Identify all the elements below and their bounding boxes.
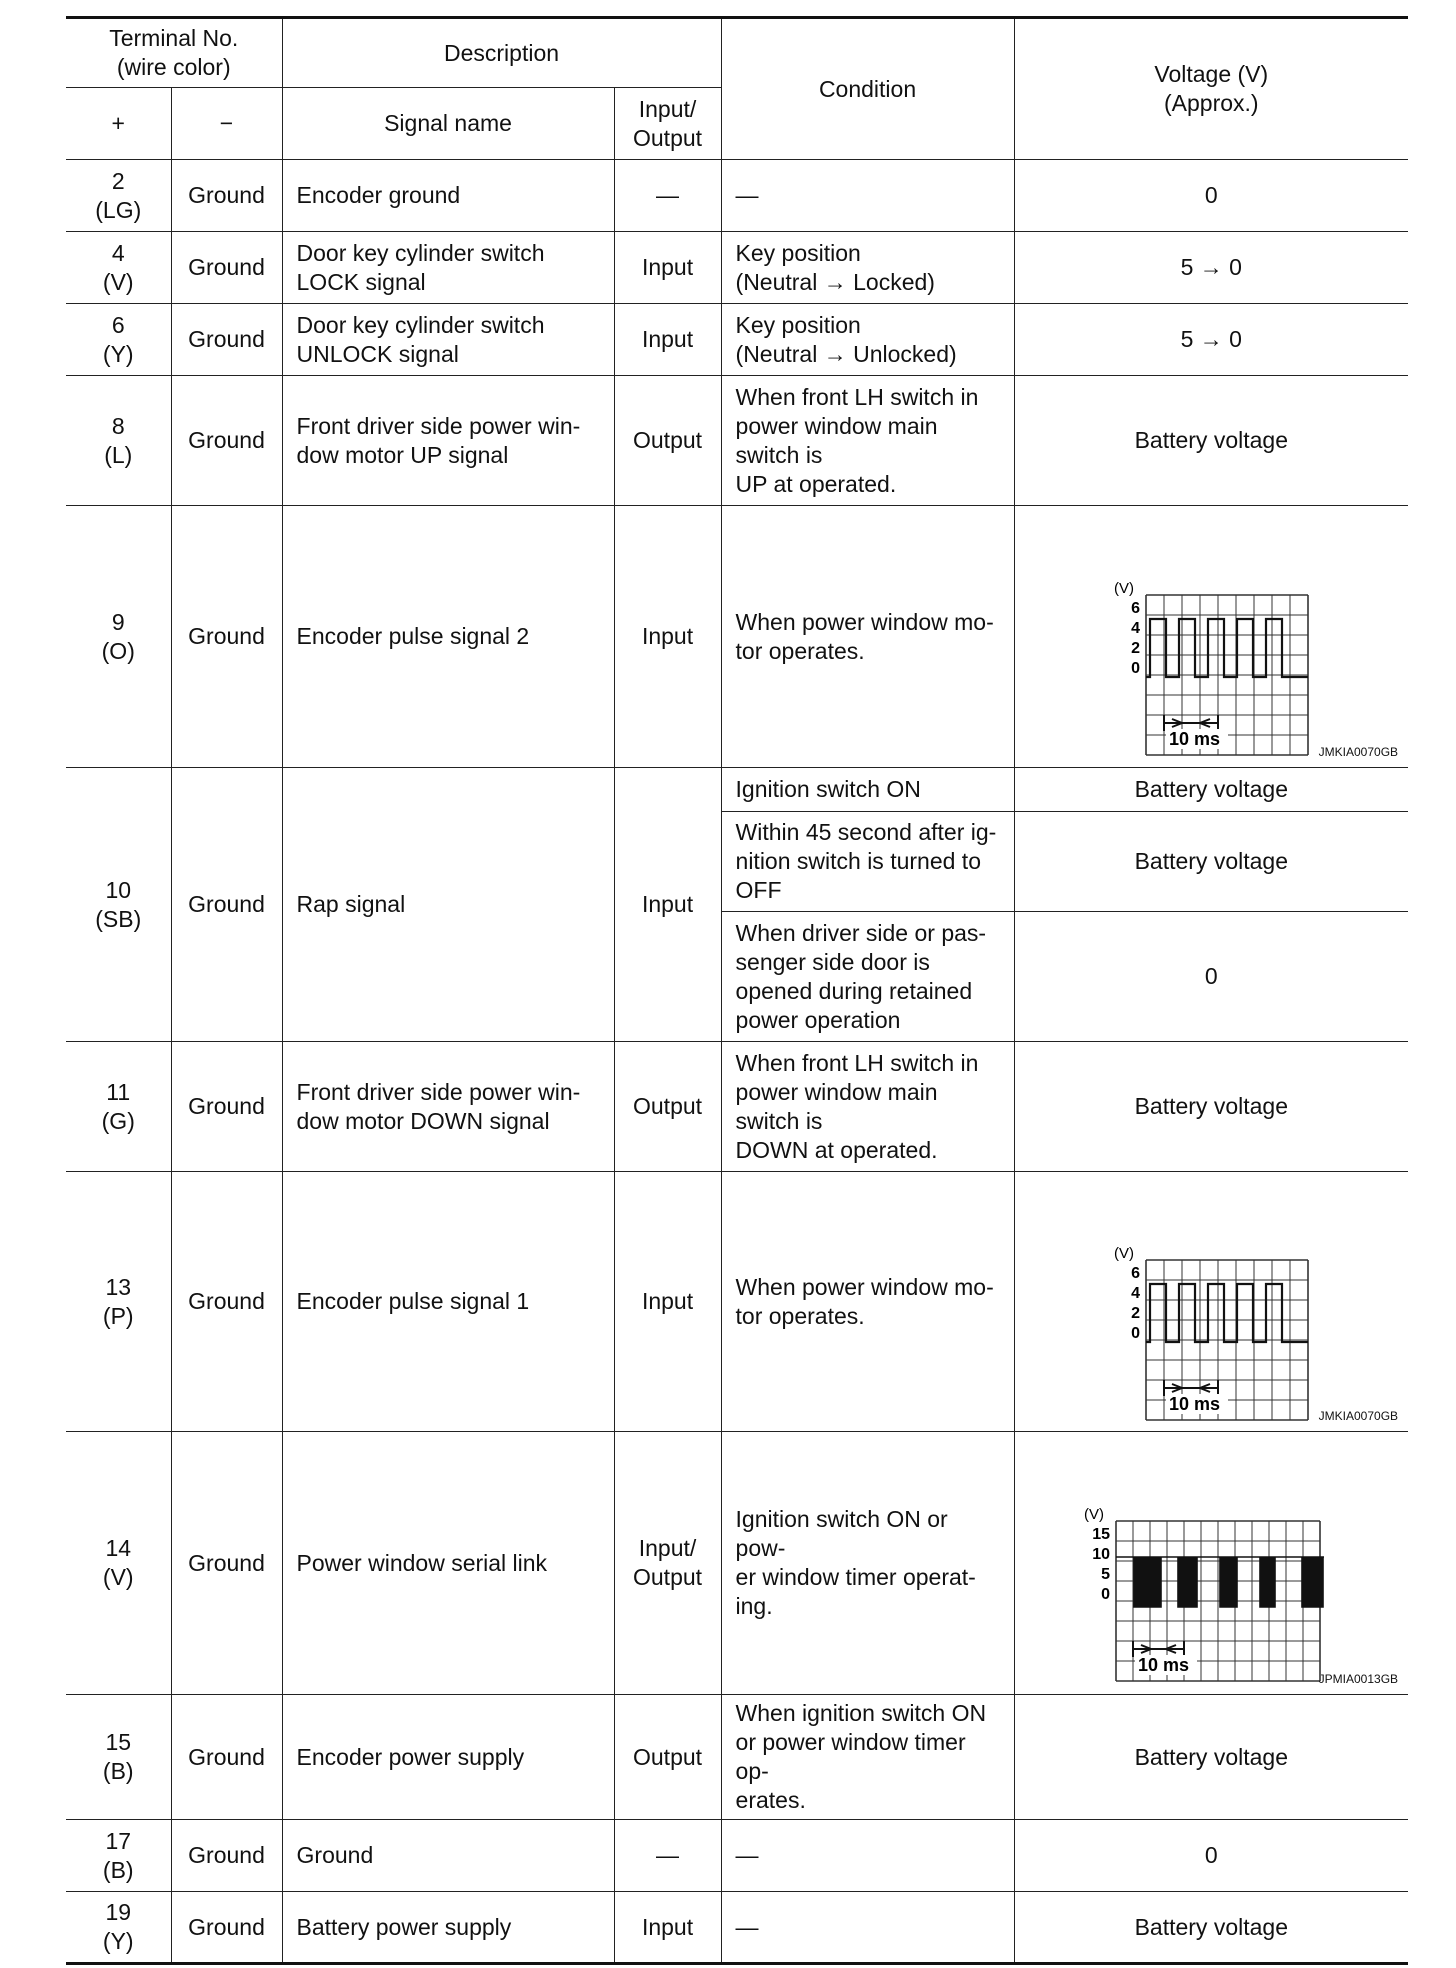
io-cell-text: Output — [633, 427, 703, 453]
voltage-cell — [1014, 812, 1408, 912]
ground-cell — [171, 232, 282, 304]
y-tick-label: 2 — [1131, 1304, 1141, 1322]
terminal-cell — [66, 376, 171, 506]
condition-cell — [721, 1172, 1014, 1432]
figure-code: JPMIA0013GB — [1318, 1672, 1399, 1686]
terminal-spec-table — [66, 16, 1408, 1965]
ground-cell — [171, 768, 282, 1042]
io-cell-text: Input — [641, 891, 694, 917]
signal-name-cell-text: Door key cylinder switch UNLOCK signal — [296, 311, 545, 367]
terminal-cell-text: 13 (P) — [102, 1273, 134, 1329]
voltage-cell-text: Battery voltage — [1134, 848, 1288, 874]
table-row — [66, 232, 1408, 304]
waveform-chart — [1061, 537, 1361, 749]
condition-cell-text: Key position (Neutral → Unlocked) — [735, 311, 957, 367]
header-terminal: Terminal No. (wire color) — [66, 18, 282, 88]
signal-name-cell — [282, 1820, 614, 1892]
voltage-cell-text: 0 — [1204, 963, 1218, 989]
signal-name-cell-text: Encoder power supply — [296, 1743, 525, 1770]
condition-cell — [721, 160, 1014, 232]
waveform-chart — [1061, 1463, 1361, 1675]
signal-name-cell — [282, 376, 614, 506]
condition-cell-text: — — [735, 1842, 759, 1868]
ground-cell — [171, 1820, 282, 1892]
terminal-cell — [66, 160, 171, 232]
header-voltage: Voltage (V) (Approx.) — [1014, 18, 1408, 160]
voltage-cell — [1014, 304, 1408, 376]
signal-name-cell-text: Encoder pulse signal 1 — [296, 1288, 530, 1314]
voltage-cell — [1014, 376, 1408, 506]
voltage-cell-text: Battery voltage — [1134, 1913, 1288, 1940]
io-cell-text: Input — [641, 326, 694, 352]
ground-cell-text: Ground — [188, 891, 265, 917]
condition-cell — [721, 376, 1014, 506]
waveform — [1021, 1463, 1403, 1675]
table-row — [66, 304, 1408, 376]
condition-cell — [721, 1042, 1014, 1172]
signal-name-cell-text: Power window serial link — [296, 1549, 548, 1576]
condition-cell-text: Within 45 second after ig- nition switch is turned to OFF — [735, 819, 997, 903]
terminal-cell-text: 2 (LG) — [95, 167, 142, 223]
time-scale-label: 10 ms — [1169, 1393, 1221, 1414]
io-cell — [614, 1820, 721, 1892]
io-cell — [614, 304, 721, 376]
io-cell — [614, 160, 721, 232]
header-signal-name: Signal name — [282, 88, 614, 160]
voltage-cell-text: 5 → 0 — [1180, 254, 1242, 280]
ground-cell-text: Ground — [188, 182, 265, 208]
io-cell-text: Output — [633, 1093, 703, 1119]
voltage-cell-text: Battery voltage — [1134, 1743, 1288, 1770]
time-scale-label: 10 ms — [1138, 1655, 1190, 1675]
condition-cell — [721, 1892, 1014, 1964]
condition-cell — [721, 232, 1014, 304]
terminal-cell-text: 17 (B) — [102, 1827, 134, 1883]
signal-name-cell-text: Encoder ground — [296, 182, 461, 208]
voltage-cell — [1014, 912, 1408, 1042]
ground-cell-text: Ground — [188, 254, 265, 280]
condition-cell-text: — — [735, 182, 759, 208]
io-cell-text: Output — [633, 1743, 703, 1770]
ground-cell — [171, 376, 282, 506]
y-unit-label: (V) — [1114, 579, 1135, 597]
figure-code: JMKIA0070GB — [1318, 745, 1399, 759]
voltage-cell-text: 5 → 0 — [1180, 326, 1242, 352]
signal-name-cell-text: Door key cylinder switch LOCK signal — [296, 239, 545, 295]
voltage-cell — [1014, 1892, 1408, 1964]
signal-trace — [1146, 619, 1308, 677]
y-tick-label: 4 — [1131, 619, 1141, 637]
terminal-cell — [66, 1695, 171, 1820]
condition-cell — [721, 304, 1014, 376]
voltage-cell-text: 0 — [1204, 182, 1218, 208]
condition-cell-text: When front LH switch in power window main switch is DOWN at operated. — [735, 1049, 979, 1163]
ground-cell — [171, 1172, 282, 1432]
io-cell — [614, 232, 721, 304]
time-scale-label: 10 ms — [1169, 728, 1221, 749]
signal-name-cell — [282, 160, 614, 232]
header-plus: + — [66, 88, 171, 160]
y-tick-label: 0 — [1131, 1324, 1141, 1342]
terminal-cell — [66, 232, 171, 304]
condition-cell — [721, 506, 1014, 768]
ground-cell-text: Ground — [188, 1913, 265, 1940]
terminal-cell-text: 19 (Y) — [102, 1899, 134, 1954]
waveform-chart — [1061, 1202, 1361, 1414]
condition-cell-text: When power window mo- tor operates. — [735, 1273, 994, 1329]
io-cell-text: Input — [641, 623, 694, 649]
condition-cell-text: Ignition switch ON — [735, 776, 921, 802]
y-tick-label: 4 — [1131, 1284, 1141, 1302]
condition-cell-text: Ignition switch ON or pow- er window timer operat- ing. — [735, 1506, 976, 1619]
table-row — [66, 376, 1408, 506]
ground-cell-text: Ground — [188, 1093, 265, 1119]
condition-cell-text: When driver side or pas- senger side door is opened during retained power operation — [735, 919, 987, 1033]
ground-cell — [171, 1892, 282, 1964]
ground-cell-text: Ground — [188, 623, 265, 649]
y-tick-label: 10 — [1092, 1546, 1111, 1563]
condition-cell — [721, 912, 1014, 1042]
io-cell-text: Input — [641, 1913, 694, 1940]
waveform — [1021, 1202, 1403, 1414]
io-cell — [614, 1892, 721, 1964]
io-cell — [614, 1695, 721, 1820]
condition-cell-text: — — [735, 1913, 759, 1940]
table-body — [66, 160, 1408, 1964]
ground-cell-text: Ground — [188, 427, 265, 453]
y-unit-label: (V) — [1114, 1244, 1135, 1262]
voltage-cell — [1014, 232, 1408, 304]
waveform — [1021, 537, 1403, 749]
io-cell-text: Input/ Output — [633, 1535, 703, 1590]
y-tick-label: 6 — [1131, 1264, 1141, 1282]
io-cell-text: — — [656, 182, 680, 208]
io-cell — [614, 768, 721, 1042]
voltage-waveform-cell — [1014, 1432, 1408, 1695]
table-row — [66, 1695, 1408, 1820]
condition-cell — [721, 1820, 1014, 1892]
terminal-cell — [66, 768, 171, 1042]
condition-cell-text: When power window mo- tor operates. — [735, 608, 994, 664]
signal-name-cell — [282, 1695, 614, 1820]
io-cell-text: Input — [641, 254, 694, 280]
terminal-cell — [66, 506, 171, 768]
ground-cell-text: Ground — [188, 326, 265, 352]
io-cell — [614, 1172, 721, 1432]
condition-cell-text: When front LH switch in power window main switch is UP at operated. — [735, 383, 979, 497]
voltage-waveform-cell — [1014, 506, 1408, 768]
voltage-cell — [1014, 160, 1408, 232]
ground-cell — [171, 304, 282, 376]
terminal-cell — [66, 1172, 171, 1432]
voltage-cell — [1014, 768, 1408, 812]
terminal-cell-text: 9 (O) — [101, 608, 135, 664]
y-tick-label: 2 — [1131, 639, 1141, 657]
signal-name-cell — [282, 304, 614, 376]
signal-name-cell-text: Front driver side power win- dow motor UP signal — [296, 412, 581, 468]
signal-trace — [1146, 1284, 1308, 1342]
header-io: Input/ Output — [614, 88, 721, 160]
signal-name-cell — [282, 1892, 614, 1964]
condition-cell — [721, 1432, 1014, 1695]
signal-name-cell — [282, 1432, 614, 1695]
table-row — [66, 1042, 1408, 1172]
ground-cell-text: Ground — [188, 1288, 265, 1314]
header-condition: Condition — [721, 18, 1014, 160]
ground-cell — [171, 160, 282, 232]
voltage-cell-text: Battery voltage — [1134, 427, 1288, 453]
signal-name-cell — [282, 506, 614, 768]
terminal-cell-text: 6 (Y) — [102, 311, 134, 367]
signal-name-cell — [282, 768, 614, 1042]
io-cell-text: — — [656, 1842, 680, 1868]
figure-code: JMKIA0070GB — [1318, 1409, 1399, 1423]
signal-name-cell-text: Rap signal — [296, 891, 406, 917]
y-unit-label: (V) — [1084, 1506, 1105, 1523]
table-row — [66, 1892, 1408, 1964]
io-cell-text: Input — [641, 1288, 694, 1314]
ground-cell — [171, 1042, 282, 1172]
condition-cell-text: When ignition switch ON or power window timer op- erates. — [735, 1700, 987, 1813]
signal-name-cell — [282, 232, 614, 304]
voltage-cell — [1014, 1820, 1408, 1892]
ground-cell-text: Ground — [188, 1743, 265, 1770]
io-cell — [614, 1432, 721, 1695]
signal-name-cell-text: Battery power supply — [296, 1913, 512, 1940]
signal-trace — [1116, 1557, 1324, 1607]
signal-name-cell-text: Encoder pulse signal 2 — [296, 623, 530, 649]
table-row — [66, 160, 1408, 232]
table-row — [66, 1820, 1408, 1892]
io-cell — [614, 1042, 721, 1172]
io-cell — [614, 506, 721, 768]
ground-cell-text: Ground — [188, 1842, 265, 1868]
signal-name-cell-text: Front driver side power win- dow motor DOWN signal — [296, 1078, 581, 1134]
table-row — [66, 1432, 1408, 1695]
ground-cell-text: Ground — [188, 1549, 265, 1576]
voltage-cell — [1014, 1695, 1408, 1820]
signal-name-cell — [282, 1172, 614, 1432]
y-tick-label: 5 — [1101, 1566, 1111, 1583]
header-minus: − — [171, 88, 282, 160]
terminal-cell-text: 14 (V) — [102, 1535, 134, 1590]
condition-cell — [721, 812, 1014, 912]
table-row — [66, 768, 1408, 812]
terminal-cell-text: 4 (V) — [102, 239, 134, 295]
terminal-cell-text: 15 (B) — [102, 1729, 134, 1784]
header-description: Description — [282, 18, 721, 88]
voltage-cell-text: 0 — [1204, 1842, 1218, 1868]
y-tick-label: 6 — [1131, 599, 1141, 617]
y-tick-label: 0 — [1101, 1586, 1111, 1603]
condition-cell — [721, 768, 1014, 812]
ground-cell — [171, 1432, 282, 1695]
terminal-cell — [66, 304, 171, 376]
terminal-cell-text: 10 (SB) — [95, 876, 142, 932]
y-tick-label: 15 — [1092, 1526, 1111, 1543]
table-row — [66, 1172, 1408, 1432]
voltage-waveform-cell — [1014, 1172, 1408, 1432]
condition-cell-text: Key position (Neutral → Locked) — [735, 239, 935, 295]
terminal-cell — [66, 1042, 171, 1172]
io-cell — [614, 376, 721, 506]
signal-name-cell — [282, 1042, 614, 1172]
ground-cell — [171, 1695, 282, 1820]
terminal-cell — [66, 1892, 171, 1964]
terminal-cell-text: 8 (L) — [104, 412, 133, 468]
ground-cell — [171, 506, 282, 768]
condition-cell — [721, 1695, 1014, 1820]
terminal-cell — [66, 1432, 171, 1695]
voltage-cell — [1014, 1042, 1408, 1172]
signal-name-cell-text: Ground — [296, 1842, 374, 1868]
table-row — [66, 506, 1408, 768]
voltage-cell-text: Battery voltage — [1134, 776, 1288, 802]
y-tick-label: 0 — [1131, 659, 1141, 677]
voltage-cell-text: Battery voltage — [1134, 1093, 1288, 1119]
terminal-cell — [66, 1820, 171, 1892]
terminal-cell-text: 11 (G) — [101, 1078, 135, 1134]
